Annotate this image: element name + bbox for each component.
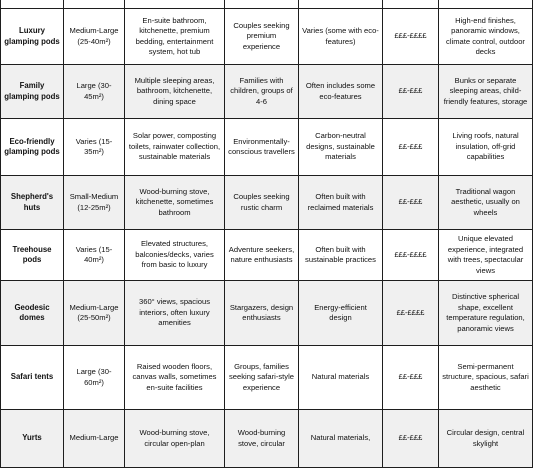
table-row xyxy=(1,410,533,468)
cell-ideal-for: Stargazers, design enthusiasts xyxy=(225,281,299,346)
cell-type: Shepherd's huts xyxy=(1,176,64,230)
cell-price-range: ££-£££ xyxy=(383,346,439,410)
cell-features: Multiple sleeping areas, bathroom, kitchenette, dining space xyxy=(125,65,225,119)
cell-features: Wood-burning stove, kitchenette, sometimes bathroom xyxy=(125,176,225,230)
cell-type: Geodesic domes xyxy=(1,281,64,346)
cell-eco-considerations: Natural materials xyxy=(299,346,383,410)
table-row xyxy=(1,65,533,119)
table-row xyxy=(1,281,533,346)
cell-ideal-for: Groups, families seeking safari-style experience xyxy=(225,346,299,410)
cell-price-range: ££-££££ xyxy=(383,281,439,346)
cell-features: En-suite bathroom, kitchenette, premium bedding, entertainment system, hot tub xyxy=(125,9,225,65)
cell-eco-considerations: Often built with sustainable practices xyxy=(299,230,383,281)
cell-price-range: ££-£££ xyxy=(383,410,439,468)
cell-features: Solar power, composting toilets, rainwater collection, sustainable materials xyxy=(125,119,225,176)
cell-price-range: £££-££££ xyxy=(383,230,439,281)
cell-unique-selling-points: Living roofs, natural insulation, off-grid capabilities xyxy=(439,119,533,176)
cell-size: Large (30-60m²) xyxy=(64,346,125,410)
table-row xyxy=(1,176,533,230)
cell-type: Luxury glamping pods xyxy=(1,9,64,65)
table-row xyxy=(1,9,533,65)
cell-type: Yurts xyxy=(1,410,64,468)
cell-size xyxy=(64,0,125,9)
cell-features: Raised wooden floors, canvas walls, sometimes en-suite facilities xyxy=(125,346,225,410)
cell-price-range: £££-££££ xyxy=(383,9,439,65)
table-row xyxy=(1,346,533,410)
cell-features: Elevated structures, balconies/decks, varies from basic to luxury xyxy=(125,230,225,281)
table-row xyxy=(1,230,533,281)
table-row xyxy=(1,0,533,9)
cell-eco-considerations: Often includes some eco-features xyxy=(299,65,383,119)
cell-unique-selling-points: Bunks or separate sleeping areas, child-friendly features, storage xyxy=(439,65,533,119)
cell-eco-considerations: Varies (some with eco-features) xyxy=(299,9,383,65)
cell-ideal-for xyxy=(225,0,299,9)
cell-size: Varies (15-35m²) xyxy=(64,119,125,176)
cell-price-range: ££-£££ xyxy=(383,119,439,176)
cell-unique-selling-points xyxy=(439,0,533,9)
cell-ideal-for: Environmentally-conscious travellers xyxy=(225,119,299,176)
table-body xyxy=(1,0,533,468)
cell-ideal-for: Families with children, groups of 4-6 xyxy=(225,65,299,119)
cell-eco-considerations: Natural materials, xyxy=(299,410,383,468)
cell-size: Medium-Large (25-40m²) xyxy=(64,9,125,65)
cell-eco-considerations: Energy-efficient design xyxy=(299,281,383,346)
cell-ideal-for: Couples seeking rustic charm xyxy=(225,176,299,230)
cell-eco-considerations xyxy=(299,0,383,9)
cell-unique-selling-points: Unique elevated experience, integrated with trees, spectacular views xyxy=(439,230,533,281)
cell-type: Treehouse pods xyxy=(1,230,64,281)
cell-size: Large (30-45m²) xyxy=(64,65,125,119)
cell-size: Small-Medium (12-25m²) xyxy=(64,176,125,230)
cell-size: Varies (15-40m²) xyxy=(64,230,125,281)
cell-unique-selling-points: Circular design, central skylight xyxy=(439,410,533,468)
cell-unique-selling-points: High-end finishes, panoramic windows, climate control, outdoor decks xyxy=(439,9,533,65)
cell-type: Eco-friendly glamping pods xyxy=(1,119,64,176)
table-row xyxy=(1,119,533,176)
cell-size: Medium-Large (25-50m²) xyxy=(64,281,125,346)
cell-type: Safari tents xyxy=(1,346,64,410)
cell-price-range: ££-£££ xyxy=(383,65,439,119)
cell-type xyxy=(1,0,64,9)
cell-price-range: ££-£££ xyxy=(383,176,439,230)
cell-price-range xyxy=(383,0,439,9)
cell-type: Family glamping pods xyxy=(1,65,64,119)
cell-unique-selling-points: Semi-permanent structure, spacious, safari aesthetic xyxy=(439,346,533,410)
cell-eco-considerations: Often built with reclaimed materials xyxy=(299,176,383,230)
cell-features: Wood-burning stove, circular open-plan xyxy=(125,410,225,468)
cell-ideal-for: Adventure seekers, nature enthusiasts xyxy=(225,230,299,281)
cell-ideal-for: Couples seeking premium experience xyxy=(225,9,299,65)
cell-unique-selling-points: Distinctive spherical shape, excellent temperature regulation, panoramic views xyxy=(439,281,533,346)
cell-ideal-for: Wood-burning stove, circular xyxy=(225,410,299,468)
cell-size: Medium-Large xyxy=(64,410,125,468)
cell-unique-selling-points: Traditional wagon aesthetic, usually on wheels xyxy=(439,176,533,230)
cell-eco-considerations: Carbon-neutral designs, sustainable materials xyxy=(299,119,383,176)
cell-features xyxy=(125,0,225,9)
cell-features: 360° views, spacious interiors, often luxury amenities xyxy=(125,281,225,346)
